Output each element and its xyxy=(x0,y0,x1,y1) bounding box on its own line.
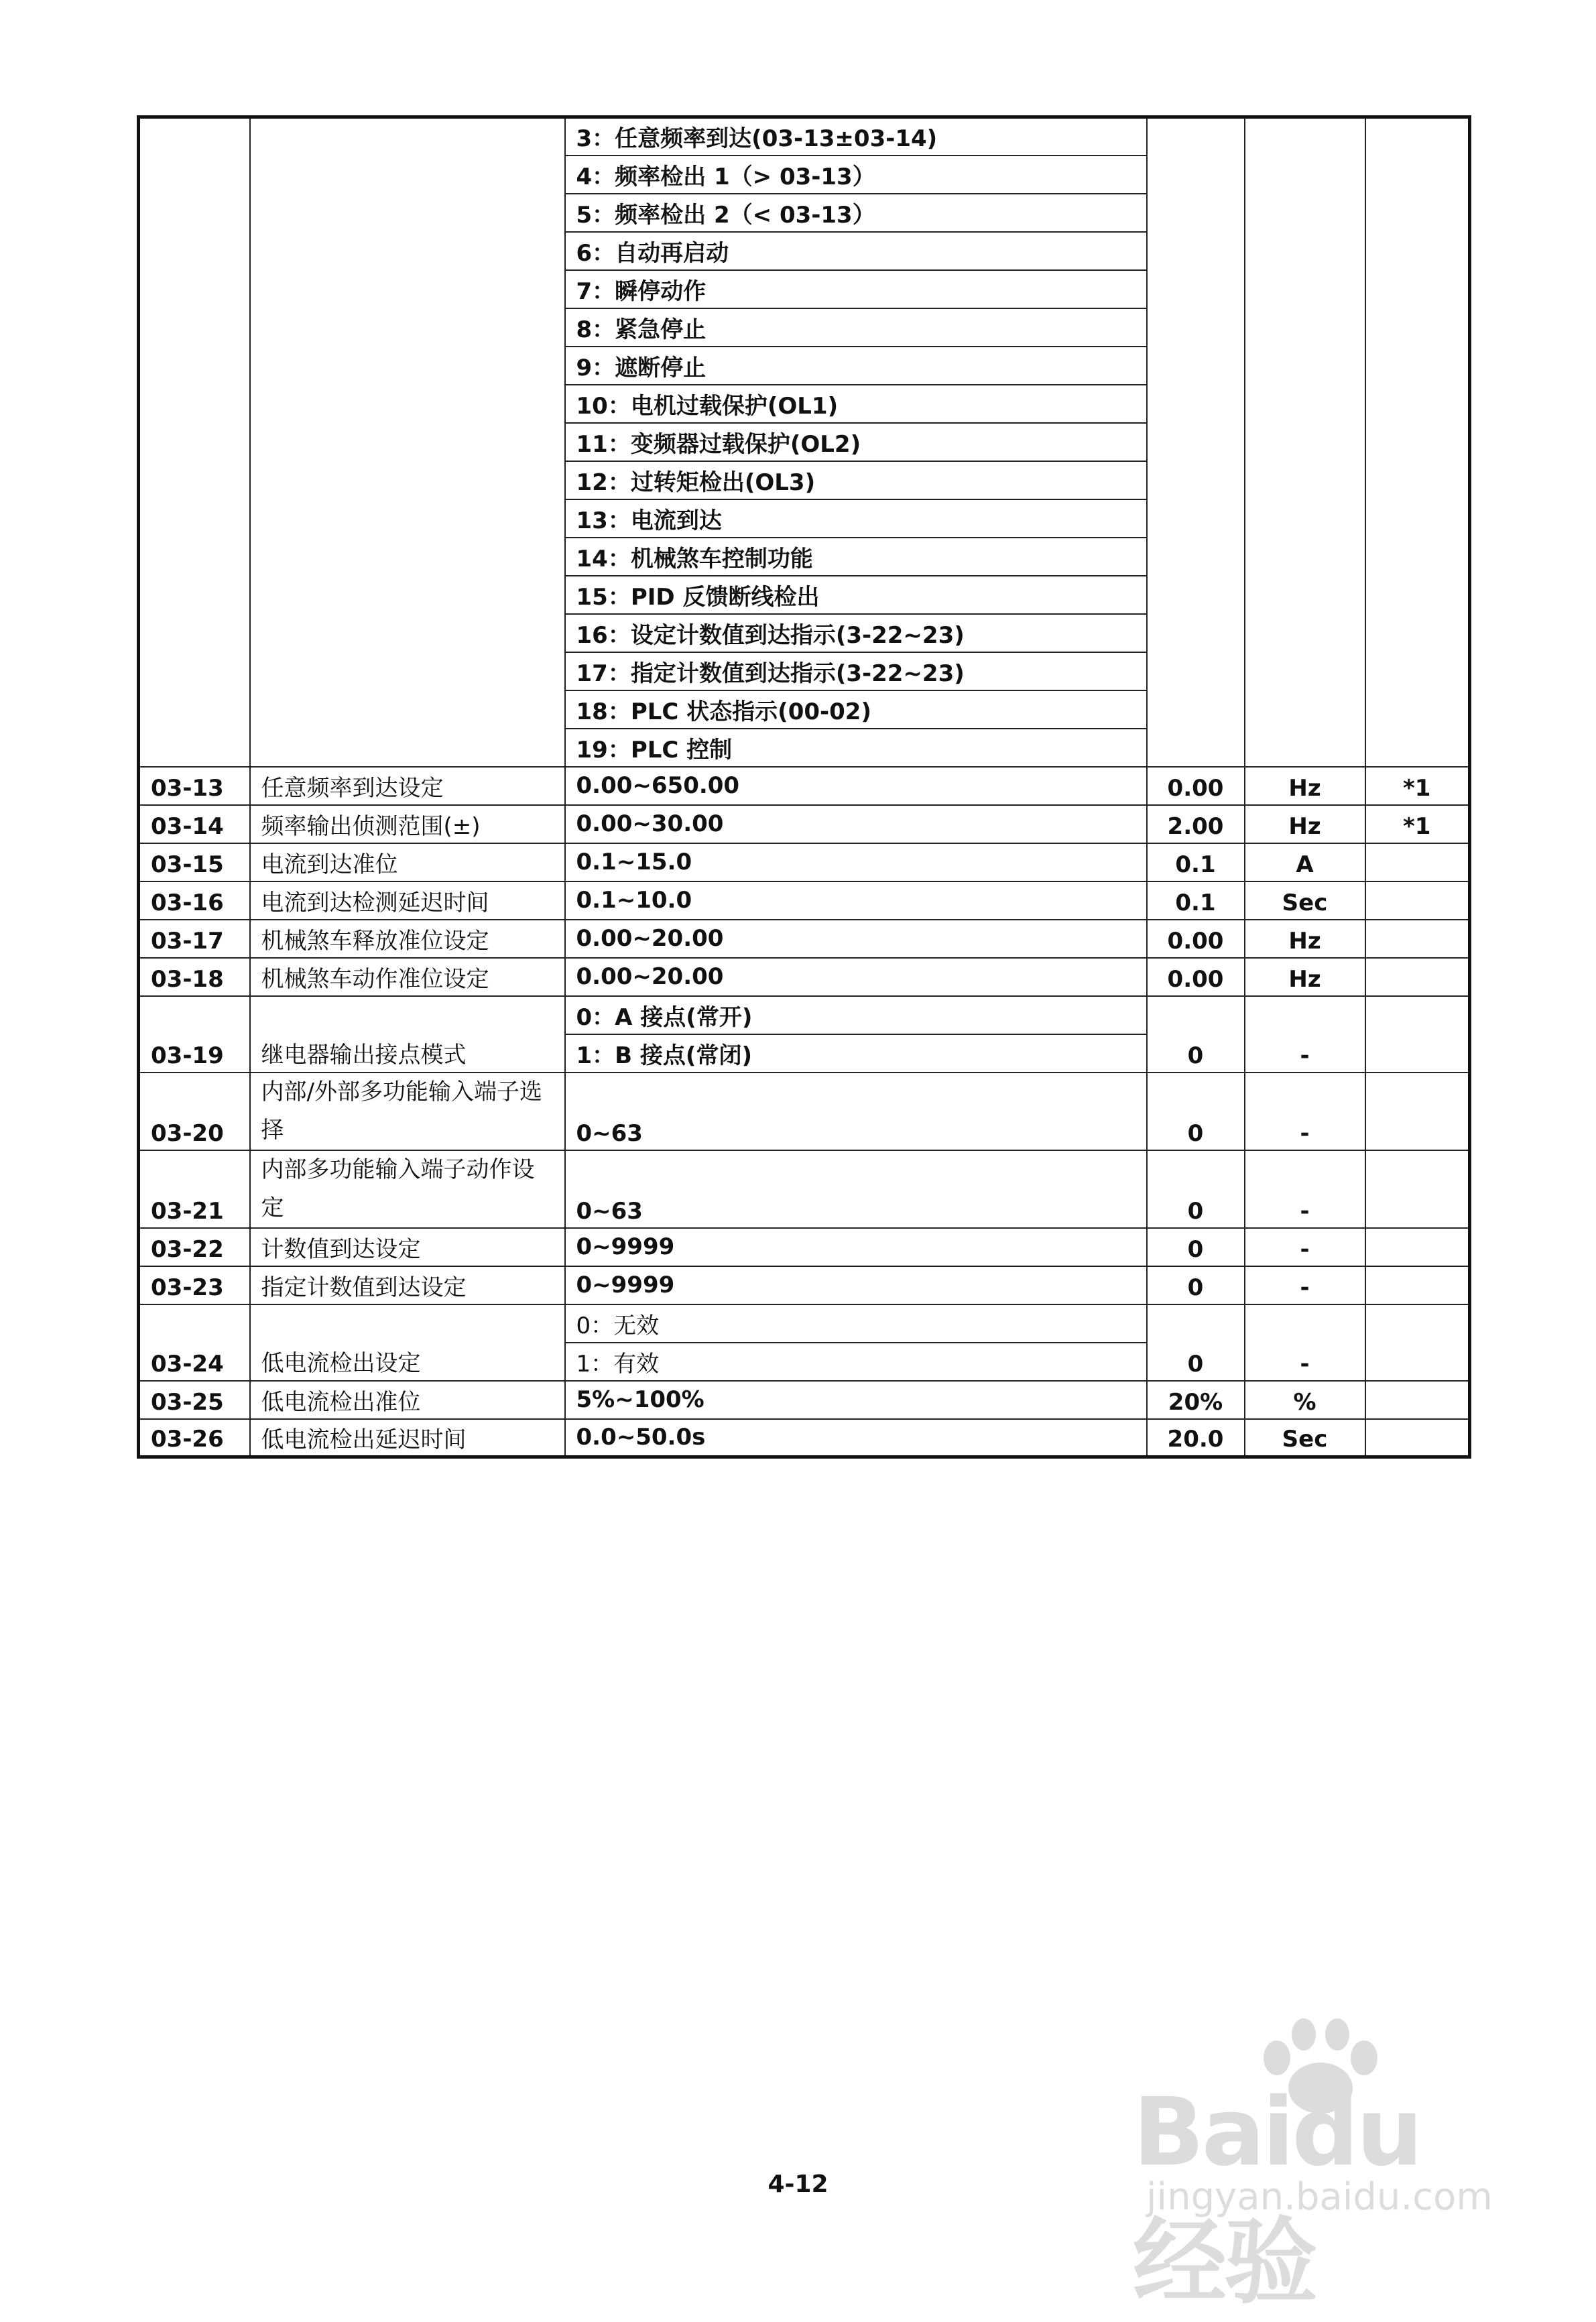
param-name: 机械煞车动作准位设定 xyxy=(250,958,565,996)
option-item: 8：紧急停止 xyxy=(565,308,1147,347)
table-row xyxy=(139,1419,1470,1457)
table-row xyxy=(139,1304,1470,1343)
option-item: 12：过转矩检出(OL3) xyxy=(565,461,1147,499)
param-unit: Hz xyxy=(1245,805,1365,843)
param-range: 0.1~10.0 xyxy=(565,881,1147,920)
option-item: 15：PID 反馈断线检出 xyxy=(565,576,1147,614)
param-name: 低电流检出延迟时间 xyxy=(250,1419,565,1457)
param-range: 0.00~650.00 xyxy=(565,767,1147,805)
param-code: 03-18 xyxy=(139,958,250,996)
param-default: 0.00 xyxy=(1147,920,1245,958)
param-name: 机械煞车释放准位设定 xyxy=(250,920,565,958)
param-name: 低电流检出准位 xyxy=(250,1381,565,1419)
param-unit: - xyxy=(1245,1266,1365,1304)
param-unit: - xyxy=(1245,996,1365,1073)
param-code: 03-13 xyxy=(139,767,250,805)
option-item: 19：PLC 控制 xyxy=(565,729,1147,767)
param-unit: - xyxy=(1245,1304,1365,1381)
param-note xyxy=(1365,1073,1470,1150)
param-unit: Hz xyxy=(1245,958,1365,996)
param-note: *1 xyxy=(1365,805,1470,843)
param-unit: Hz xyxy=(1245,767,1365,805)
param-name xyxy=(250,117,565,767)
table-row xyxy=(139,767,1470,805)
parameter-table xyxy=(137,115,1471,1459)
table-row xyxy=(139,1228,1470,1266)
param-unit xyxy=(1245,117,1365,767)
param-unit: - xyxy=(1245,1228,1365,1266)
param-default: 0.1 xyxy=(1147,881,1245,920)
param-default: 0 xyxy=(1147,1228,1245,1266)
page-number: 4-12 xyxy=(768,2171,828,2198)
param-note xyxy=(1365,1419,1470,1457)
param-default: 0.00 xyxy=(1147,958,1245,996)
param-default xyxy=(1147,117,1245,767)
param-range: 0~63 xyxy=(565,1150,1147,1228)
param-code: 03-14 xyxy=(139,805,250,843)
option-item: 5：频率检出 2（< 03-13） xyxy=(565,194,1147,232)
param-code: 03-21 xyxy=(139,1150,250,1228)
param-default: 20.0 xyxy=(1147,1419,1245,1457)
option-item: 0：A 接点(常开) xyxy=(565,996,1147,1034)
param-code: 03-16 xyxy=(139,881,250,920)
param-name: 指定计数值到达设定 xyxy=(250,1266,565,1304)
param-range: 0.00~30.00 xyxy=(565,805,1147,843)
table-row xyxy=(139,996,1470,1034)
table-row xyxy=(139,881,1470,920)
option-item: 17：指定计数值到达指示(3-22~23) xyxy=(565,652,1147,690)
param-unit: Hz xyxy=(1245,920,1365,958)
table-row xyxy=(139,843,1470,881)
param-unit: % xyxy=(1245,1381,1365,1419)
param-default: 0 xyxy=(1147,996,1245,1073)
param-unit: - xyxy=(1245,1073,1365,1150)
param-note xyxy=(1365,1228,1470,1266)
table-row xyxy=(139,117,1470,156)
param-code: 03-23 xyxy=(139,1266,250,1304)
param-code: 03-19 xyxy=(139,996,250,1073)
table-row xyxy=(139,920,1470,958)
param-range: 5%~100% xyxy=(565,1381,1147,1419)
param-default: 20% xyxy=(1147,1381,1245,1419)
option-item: 0：无效 xyxy=(565,1304,1147,1343)
param-name: 频率输出侦测范围(±) xyxy=(250,805,565,843)
param-name: 任意频率到达设定 xyxy=(250,767,565,805)
table-row xyxy=(139,1381,1470,1419)
param-code: 03-24 xyxy=(139,1304,250,1381)
param-name: 计数值到达设定 xyxy=(250,1228,565,1266)
param-name: 继电器输出接点模式 xyxy=(250,996,565,1073)
param-code: 03-15 xyxy=(139,843,250,881)
param-note xyxy=(1365,1304,1470,1381)
param-name: 低电流检出设定 xyxy=(250,1304,565,1381)
param-code: 03-20 xyxy=(139,1073,250,1150)
param-code: 03-26 xyxy=(139,1419,250,1457)
param-default: 0 xyxy=(1147,1150,1245,1228)
param-note xyxy=(1365,117,1470,767)
param-range: 0~9999 xyxy=(565,1266,1147,1304)
table-row xyxy=(139,805,1470,843)
option-item: 4：频率检出 1（> 03-13） xyxy=(565,156,1147,194)
watermark-site: jingyan.baidu.com xyxy=(1146,2175,1493,2219)
option-item: 14：机械煞车控制功能 xyxy=(565,538,1147,576)
watermark-brand: Baidu 经验 xyxy=(1133,2078,1421,2317)
param-default: 0 xyxy=(1147,1073,1245,1150)
option-item: 10：电机过载保护(OL1) xyxy=(565,385,1147,423)
table-row xyxy=(139,1073,1470,1150)
table-row xyxy=(139,1150,1470,1228)
param-code: 03-17 xyxy=(139,920,250,958)
param-range: 0.00~20.00 xyxy=(565,958,1147,996)
param-default: 0 xyxy=(1147,1266,1245,1304)
param-name: 内部/外部多功能输入端子选择 xyxy=(250,1073,565,1150)
param-default: 2.00 xyxy=(1147,805,1245,843)
param-note xyxy=(1365,920,1470,958)
param-default: 0.1 xyxy=(1147,843,1245,881)
option-item: 11：变频器过载保护(OL2) xyxy=(565,423,1147,461)
option-item: 7：瞬停动作 xyxy=(565,270,1147,308)
param-default: 0.00 xyxy=(1147,767,1245,805)
param-range: 0~9999 xyxy=(565,1228,1147,1266)
param-code: 03-22 xyxy=(139,1228,250,1266)
param-range: 0.00~20.00 xyxy=(565,920,1147,958)
option-item: 1：有效 xyxy=(565,1343,1147,1381)
option-item: 9：遮断停止 xyxy=(565,347,1147,385)
option-item: 1：B 接点(常闭) xyxy=(565,1034,1147,1073)
param-range: 0~63 xyxy=(565,1073,1147,1150)
param-name: 电流到达检测延迟时间 xyxy=(250,881,565,920)
param-note xyxy=(1365,1150,1470,1228)
param-unit: Sec xyxy=(1245,1419,1365,1457)
param-name: 内部多功能输入端子动作设定 xyxy=(250,1150,565,1228)
param-name: 电流到达准位 xyxy=(250,843,565,881)
param-note xyxy=(1365,996,1470,1073)
param-note: *1 xyxy=(1365,767,1470,805)
param-code: 03-25 xyxy=(139,1381,250,1419)
param-unit: - xyxy=(1245,1150,1365,1228)
table-row xyxy=(139,1266,1470,1304)
option-item: 16：设定计数值到达指示(3-22~23) xyxy=(565,614,1147,652)
option-item: 6：自动再启动 xyxy=(565,232,1147,270)
param-unit: A xyxy=(1245,843,1365,881)
param-unit: Sec xyxy=(1245,881,1365,920)
param-range: 0.0~50.0s xyxy=(565,1419,1147,1457)
table-row xyxy=(139,958,1470,996)
param-code xyxy=(139,117,250,767)
param-range: 0.1~15.0 xyxy=(565,843,1147,881)
option-item: 18：PLC 状态指示(00-02) xyxy=(565,690,1147,729)
param-note xyxy=(1365,1266,1470,1304)
param-default: 0 xyxy=(1147,1304,1245,1381)
option-item: 13：电流到达 xyxy=(565,499,1147,538)
param-note xyxy=(1365,881,1470,920)
option-item: 3：任意频率到达(03-13±03-14) xyxy=(565,117,1147,156)
param-note xyxy=(1365,1381,1470,1419)
param-note xyxy=(1365,958,1470,996)
param-note xyxy=(1365,843,1470,881)
